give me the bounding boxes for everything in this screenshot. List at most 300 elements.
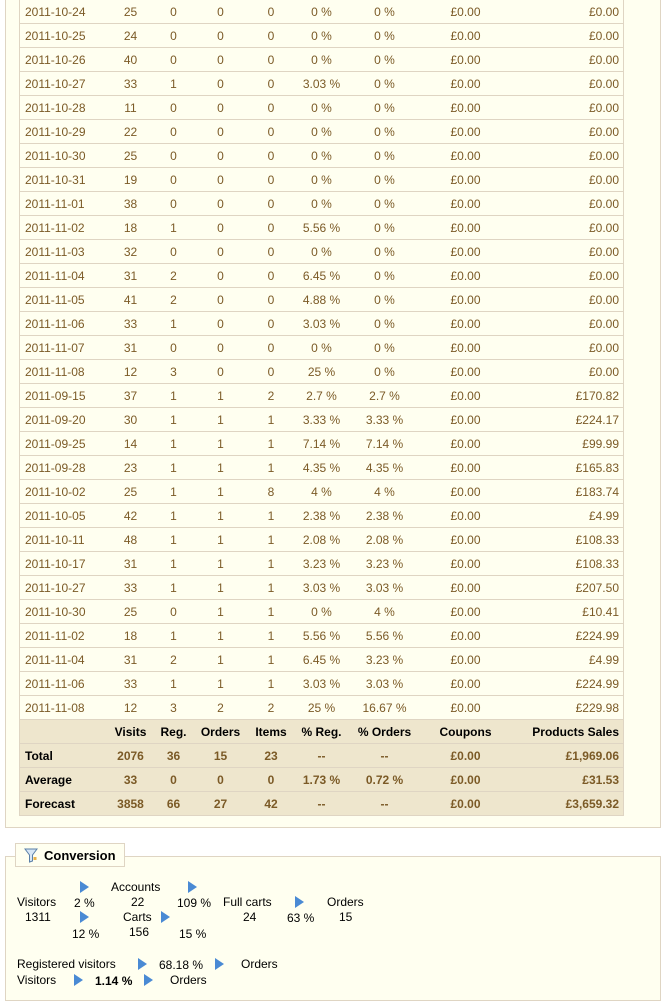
visitors-orders-label: Orders xyxy=(170,973,207,987)
table-cell: £0.00 xyxy=(503,96,624,120)
table-cell: Orders xyxy=(192,720,250,744)
table-cell: 2011-10-02 xyxy=(20,480,106,504)
table-cell: 2011-10-11 xyxy=(20,528,106,552)
table-cell: 0 xyxy=(192,312,250,336)
table-cell: £183.74 xyxy=(503,480,624,504)
table-cell: 7.14 % xyxy=(293,432,351,456)
table-cell: 0 xyxy=(250,192,293,216)
table-cell: £1,969.06 xyxy=(503,744,624,768)
table-cell: 40 xyxy=(106,48,156,72)
table-cell: £0.00 xyxy=(419,624,503,648)
table-cell: 2011-10-25 xyxy=(20,24,106,48)
table-cell: 1 xyxy=(156,432,192,456)
table-cell: £0.00 xyxy=(503,288,624,312)
table-cell: 33 xyxy=(106,576,156,600)
table-cell: 0 % xyxy=(351,96,419,120)
table-cell: £0.00 xyxy=(419,72,503,96)
table-cell: 12 xyxy=(106,696,156,720)
table-cell: 2011-11-01 xyxy=(20,192,106,216)
table-cell: 2011-11-06 xyxy=(20,312,106,336)
table-cell: 1 xyxy=(192,480,250,504)
table-cell: 0 xyxy=(250,768,293,792)
table-cell: 0 % xyxy=(293,24,351,48)
table-cell: £0.00 xyxy=(419,192,503,216)
table-cell: 2 xyxy=(156,648,192,672)
table-cell: 1 xyxy=(156,312,192,336)
table-cell: 1 xyxy=(250,456,293,480)
table-cell: 0 % xyxy=(351,72,419,96)
table-cell: Coupons xyxy=(419,720,503,744)
table-cell: £0.00 xyxy=(419,0,503,24)
table-cell: 1 xyxy=(156,408,192,432)
table-cell: 3.23 % xyxy=(351,648,419,672)
table-row xyxy=(20,384,624,408)
table-cell: 0 xyxy=(250,72,293,96)
conversion-legend-label: Conversion xyxy=(44,847,116,863)
registered-visitors-label: Registered visitors xyxy=(17,957,116,971)
table-cell: £0.00 xyxy=(419,120,503,144)
table-cell: 3.03 % xyxy=(293,576,351,600)
table-cell: 0 xyxy=(192,768,250,792)
table-cell: 0 % xyxy=(351,120,419,144)
table-row xyxy=(20,528,624,552)
table-cell: £224.99 xyxy=(503,624,624,648)
table-cell: £229.98 xyxy=(503,696,624,720)
table-cell xyxy=(20,720,106,744)
table-cell: 1 xyxy=(156,384,192,408)
table-cell: 31 xyxy=(106,336,156,360)
table-cell: 6.45 % xyxy=(293,264,351,288)
table-cell: 2 xyxy=(250,696,293,720)
table-cell: 0 xyxy=(250,48,293,72)
table-cell: 1 xyxy=(192,648,250,672)
table-cell: £4.99 xyxy=(503,504,624,528)
table-cell: Reg. xyxy=(156,720,192,744)
table-cell: 1 xyxy=(250,552,293,576)
table-cell: 1 xyxy=(192,504,250,528)
table-cell: 0 xyxy=(192,0,250,24)
table-cell: 0 % xyxy=(293,336,351,360)
table-cell: 25 xyxy=(106,144,156,168)
table-cell: 0 % xyxy=(351,192,419,216)
table-cell: 0 xyxy=(250,264,293,288)
table-row xyxy=(20,600,624,624)
rate-accounts-fullcarts: 109 % xyxy=(177,896,212,910)
table-cell: 3 xyxy=(156,360,192,384)
table-cell: 0 % xyxy=(351,288,419,312)
table-row xyxy=(20,120,624,144)
table-cell: 0 xyxy=(192,288,250,312)
table-cell: £31.53 xyxy=(503,768,624,792)
table-cell: £0.00 xyxy=(419,24,503,48)
table-cell: 0 xyxy=(156,336,192,360)
table-row xyxy=(20,456,624,480)
table-cell: £108.33 xyxy=(503,528,624,552)
table-cell: 2 xyxy=(192,696,250,720)
table-row xyxy=(20,48,624,72)
stats-table xyxy=(19,0,624,816)
table-cell: 3.33 % xyxy=(293,408,351,432)
table-row xyxy=(20,648,624,672)
table-cell: 0 xyxy=(156,96,192,120)
table-cell: 2011-09-15 xyxy=(20,384,106,408)
table-cell: 0 xyxy=(156,240,192,264)
table-cell: £0.00 xyxy=(419,528,503,552)
table-cell: 11 xyxy=(106,96,156,120)
table-cell: £207.50 xyxy=(503,576,624,600)
table-cell: £10.41 xyxy=(503,600,624,624)
table-cell: £0.00 xyxy=(503,312,624,336)
table-cell: 16.67 % xyxy=(351,696,419,720)
table-row xyxy=(20,312,624,336)
table-cell: 0 xyxy=(250,336,293,360)
table-cell: 2011-09-20 xyxy=(20,408,106,432)
table-cell: 2.7 % xyxy=(351,384,419,408)
table-cell: 27 xyxy=(192,792,250,816)
full-carts-label: Full carts xyxy=(223,895,272,909)
table-cell: 1 xyxy=(250,528,293,552)
table-cell: 2 xyxy=(156,264,192,288)
table-cell: 25 xyxy=(106,0,156,24)
table-cell: 33 xyxy=(106,72,156,96)
table-cell: £0.00 xyxy=(419,336,503,360)
table-cell: 1 xyxy=(192,456,250,480)
summary-row xyxy=(20,744,624,768)
table-cell: 0 % xyxy=(351,168,419,192)
table-cell: £0.00 xyxy=(419,672,503,696)
table-cell: 2011-10-17 xyxy=(20,552,106,576)
table-cell: 2011-09-28 xyxy=(20,456,106,480)
table-cell: 2076 xyxy=(106,744,156,768)
table-cell: 36 xyxy=(156,744,192,768)
table-cell: £224.17 xyxy=(503,408,624,432)
table-cell: 0 xyxy=(250,360,293,384)
table-cell: £0.00 xyxy=(503,120,624,144)
table-cell: 0 xyxy=(250,168,293,192)
table-row xyxy=(20,0,624,24)
visitors-label: Visitors xyxy=(17,895,57,909)
table-cell: £0.00 xyxy=(419,96,503,120)
table-cell: £0.00 xyxy=(503,360,624,384)
table-cell: 0 xyxy=(250,312,293,336)
full-carts-count: 24 xyxy=(243,910,257,924)
table-cell: 30 xyxy=(106,408,156,432)
table-cell: £0.00 xyxy=(503,48,624,72)
table-cell: £0.00 xyxy=(419,456,503,480)
orders-count: 15 xyxy=(339,910,353,924)
table-cell: 1 xyxy=(192,432,250,456)
table-cell: 31 xyxy=(106,264,156,288)
carts-count: 156 xyxy=(129,925,150,939)
table-cell: £108.33 xyxy=(503,552,624,576)
arrow-right-icon xyxy=(295,896,304,908)
stats-panel xyxy=(5,0,661,828)
table-cell: % Reg. xyxy=(293,720,351,744)
table-cell: £224.99 xyxy=(503,672,624,696)
table-row xyxy=(20,96,624,120)
table-cell: 0 % xyxy=(293,96,351,120)
table-cell: £99.99 xyxy=(503,432,624,456)
table-cell: 1 xyxy=(250,408,293,432)
table-cell: 0 xyxy=(192,96,250,120)
table-cell: 2011-10-27 xyxy=(20,576,106,600)
table-cell: 1 xyxy=(192,576,250,600)
table-cell: 1 xyxy=(156,504,192,528)
table-cell: 2011-11-08 xyxy=(20,360,106,384)
table-cell: 1 xyxy=(156,216,192,240)
table-cell: 1 xyxy=(250,648,293,672)
table-cell: 2011-11-05 xyxy=(20,288,106,312)
table-cell: 1 xyxy=(192,408,250,432)
table-cell: 0 xyxy=(192,264,250,288)
table-cell: 0 xyxy=(192,48,250,72)
table-cell: £0.00 xyxy=(503,192,624,216)
table-cell: 0 xyxy=(156,24,192,48)
table-cell: 2.38 % xyxy=(293,504,351,528)
table-cell: 0 % xyxy=(351,48,419,72)
table-cell: 2011-10-24 xyxy=(20,0,106,24)
table-cell: £0.00 xyxy=(503,144,624,168)
table-header-row xyxy=(20,720,624,744)
table-cell: 25 % xyxy=(293,360,351,384)
table-cell: 4.35 % xyxy=(351,456,419,480)
table-cell: 0 xyxy=(192,360,250,384)
table-cell: 3.03 % xyxy=(351,576,419,600)
table-cell: 24 xyxy=(106,24,156,48)
table-cell: 0.72 % xyxy=(351,768,419,792)
table-cell: 0 xyxy=(250,96,293,120)
table-cell: 0 xyxy=(192,144,250,168)
table-cell: 2011-11-02 xyxy=(20,624,106,648)
table-cell: 1 xyxy=(156,576,192,600)
table-cell: 32 xyxy=(106,240,156,264)
table-cell: 22 xyxy=(106,120,156,144)
table-cell: £170.82 xyxy=(503,384,624,408)
table-cell: 1 xyxy=(156,72,192,96)
table-cell: 0 xyxy=(156,144,192,168)
table-cell: 0 % xyxy=(293,48,351,72)
table-cell: -- xyxy=(351,744,419,768)
table-cell: 0 xyxy=(192,192,250,216)
table-cell: 3.03 % xyxy=(293,312,351,336)
arrow-right-icon xyxy=(80,911,89,923)
table-cell: 1 xyxy=(156,456,192,480)
arrow-right-icon xyxy=(80,881,89,893)
table-cell: 2.08 % xyxy=(293,528,351,552)
table-cell: 2011-10-29 xyxy=(20,120,106,144)
summary-row xyxy=(20,792,624,816)
table-row xyxy=(20,408,624,432)
table-cell: 0 xyxy=(250,216,293,240)
table-cell: £0.00 xyxy=(419,480,503,504)
table-cell: 1 xyxy=(250,672,293,696)
registered-orders-label: Orders xyxy=(241,957,278,971)
table-row xyxy=(20,432,624,456)
table-cell: 1 xyxy=(156,624,192,648)
visitors-label-2: Visitors xyxy=(17,973,57,987)
table-cell: 48 xyxy=(106,528,156,552)
table-cell: 2011-11-02 xyxy=(20,216,106,240)
table-cell: £0.00 xyxy=(503,24,624,48)
table-cell: 1 xyxy=(192,552,250,576)
table-cell: 0 xyxy=(250,288,293,312)
table-cell: £0.00 xyxy=(419,360,503,384)
table-cell: 0 xyxy=(156,768,192,792)
carts-label: Carts xyxy=(123,910,152,924)
table-row xyxy=(20,576,624,600)
table-cell: £0.00 xyxy=(419,264,503,288)
table-cell: 2011-11-07 xyxy=(20,336,106,360)
table-cell: 0 xyxy=(192,24,250,48)
table-cell: £0.00 xyxy=(503,336,624,360)
table-cell: 1 xyxy=(192,528,250,552)
arrow-right-icon xyxy=(188,881,197,893)
table-cell: £0.00 xyxy=(503,240,624,264)
table-cell: 0 xyxy=(156,120,192,144)
table-row xyxy=(20,216,624,240)
accounts-count: 22 xyxy=(131,895,145,909)
table-cell: 5.56 % xyxy=(293,624,351,648)
table-cell: 0 xyxy=(156,192,192,216)
table-cell: 25 xyxy=(106,480,156,504)
table-row xyxy=(20,360,624,384)
table-row xyxy=(20,144,624,168)
rate-visitors-accounts: 2 % xyxy=(74,896,95,910)
table-cell: Products Sales xyxy=(503,720,624,744)
table-cell: £0.00 xyxy=(419,384,503,408)
table-row xyxy=(20,480,624,504)
table-cell: 5.56 % xyxy=(293,216,351,240)
table-cell: 38 xyxy=(106,192,156,216)
table-cell: 0 % xyxy=(293,144,351,168)
table-cell: 2.08 % xyxy=(351,528,419,552)
table-cell: 42 xyxy=(250,792,293,816)
rate-carts-fullcarts: 15 % xyxy=(179,927,207,941)
table-row xyxy=(20,552,624,576)
visitors-rate: 1.14 % xyxy=(95,974,133,988)
table-cell: 0 % xyxy=(351,24,419,48)
table-cell: £0.00 xyxy=(503,216,624,240)
table-cell: 0 % xyxy=(351,360,419,384)
table-cell: 0 xyxy=(250,0,293,24)
table-row xyxy=(20,624,624,648)
table-cell: 31 xyxy=(106,648,156,672)
table-cell: 12 xyxy=(106,360,156,384)
table-cell: 37 xyxy=(106,384,156,408)
table-cell: 0 % xyxy=(351,336,419,360)
table-cell: 1 xyxy=(192,672,250,696)
table-cell: 66 xyxy=(156,792,192,816)
table-cell: 0 % xyxy=(351,144,419,168)
table-cell: £0.00 xyxy=(419,768,503,792)
table-cell: £0.00 xyxy=(419,792,503,816)
table-cell: 23 xyxy=(250,744,293,768)
table-cell: -- xyxy=(293,744,351,768)
table-cell: £165.83 xyxy=(503,456,624,480)
table-cell: 0 xyxy=(156,0,192,24)
table-cell: 2 xyxy=(250,384,293,408)
table-cell: £0.00 xyxy=(419,312,503,336)
table-cell: 0 % xyxy=(351,312,419,336)
table-cell: 0 % xyxy=(293,600,351,624)
registered-rate: 68.18 % xyxy=(159,958,204,972)
table-cell: £0.00 xyxy=(419,744,503,768)
summary-row xyxy=(20,768,624,792)
table-cell: 1.73 % xyxy=(293,768,351,792)
table-row xyxy=(20,264,624,288)
table-cell: 2011-10-31 xyxy=(20,168,106,192)
table-cell: £0.00 xyxy=(419,552,503,576)
table-cell: 3.23 % xyxy=(351,552,419,576)
arrow-right-icon xyxy=(215,958,224,970)
table-cell: £0.00 xyxy=(419,240,503,264)
table-cell: 4.35 % xyxy=(293,456,351,480)
table-cell: Forecast xyxy=(20,792,106,816)
table-cell: 18 xyxy=(106,216,156,240)
table-cell: 2.7 % xyxy=(293,384,351,408)
table-row xyxy=(20,240,624,264)
table-cell: £0.00 xyxy=(419,648,503,672)
table-cell: 2011-09-25 xyxy=(20,432,106,456)
table-cell: 0 % xyxy=(351,240,419,264)
table-cell: 1 xyxy=(250,600,293,624)
table-cell: 33 xyxy=(106,672,156,696)
table-cell: 2011-11-08 xyxy=(20,696,106,720)
table-cell: 3858 xyxy=(106,792,156,816)
table-cell: 0 xyxy=(192,72,250,96)
table-cell: £0.00 xyxy=(419,48,503,72)
table-cell: 8 xyxy=(250,480,293,504)
table-cell: 2011-11-06 xyxy=(20,672,106,696)
table-cell: 0 % xyxy=(351,216,419,240)
table-cell: 1 xyxy=(192,384,250,408)
table-cell: £0.00 xyxy=(419,576,503,600)
table-cell: 4 % xyxy=(351,600,419,624)
table-cell: 0 % xyxy=(293,0,351,24)
table-cell: 1 xyxy=(250,624,293,648)
table-cell: 19 xyxy=(106,168,156,192)
table-cell: 31 xyxy=(106,552,156,576)
table-cell: 7.14 % xyxy=(351,432,419,456)
table-cell: 0 xyxy=(250,120,293,144)
table-cell: 3 xyxy=(156,696,192,720)
table-row xyxy=(20,24,624,48)
table-cell: -- xyxy=(293,792,351,816)
table-cell: 42 xyxy=(106,504,156,528)
arrow-right-icon xyxy=(161,911,170,923)
table-cell: Total xyxy=(20,744,106,768)
table-cell: 0 % xyxy=(293,240,351,264)
rate-visitors-carts: 12 % xyxy=(72,927,100,941)
table-cell: 0 xyxy=(156,168,192,192)
table-cell: 33 xyxy=(106,768,156,792)
table-row xyxy=(20,504,624,528)
visitors-count: 1311 xyxy=(25,910,51,924)
table-cell: 18 xyxy=(106,624,156,648)
table-cell: £0.00 xyxy=(419,432,503,456)
arrow-right-icon xyxy=(74,974,83,986)
funnel-icon xyxy=(24,848,38,863)
table-cell: £0.00 xyxy=(419,288,503,312)
table-row xyxy=(20,72,624,96)
table-cell: £0.00 xyxy=(503,168,624,192)
table-cell: 0 xyxy=(192,168,250,192)
rate-fullcarts-orders: 63 % xyxy=(287,911,315,925)
table-row xyxy=(20,288,624,312)
table-cell: 1 xyxy=(192,600,250,624)
table-cell: 0 xyxy=(156,48,192,72)
table-cell: 14 xyxy=(106,432,156,456)
